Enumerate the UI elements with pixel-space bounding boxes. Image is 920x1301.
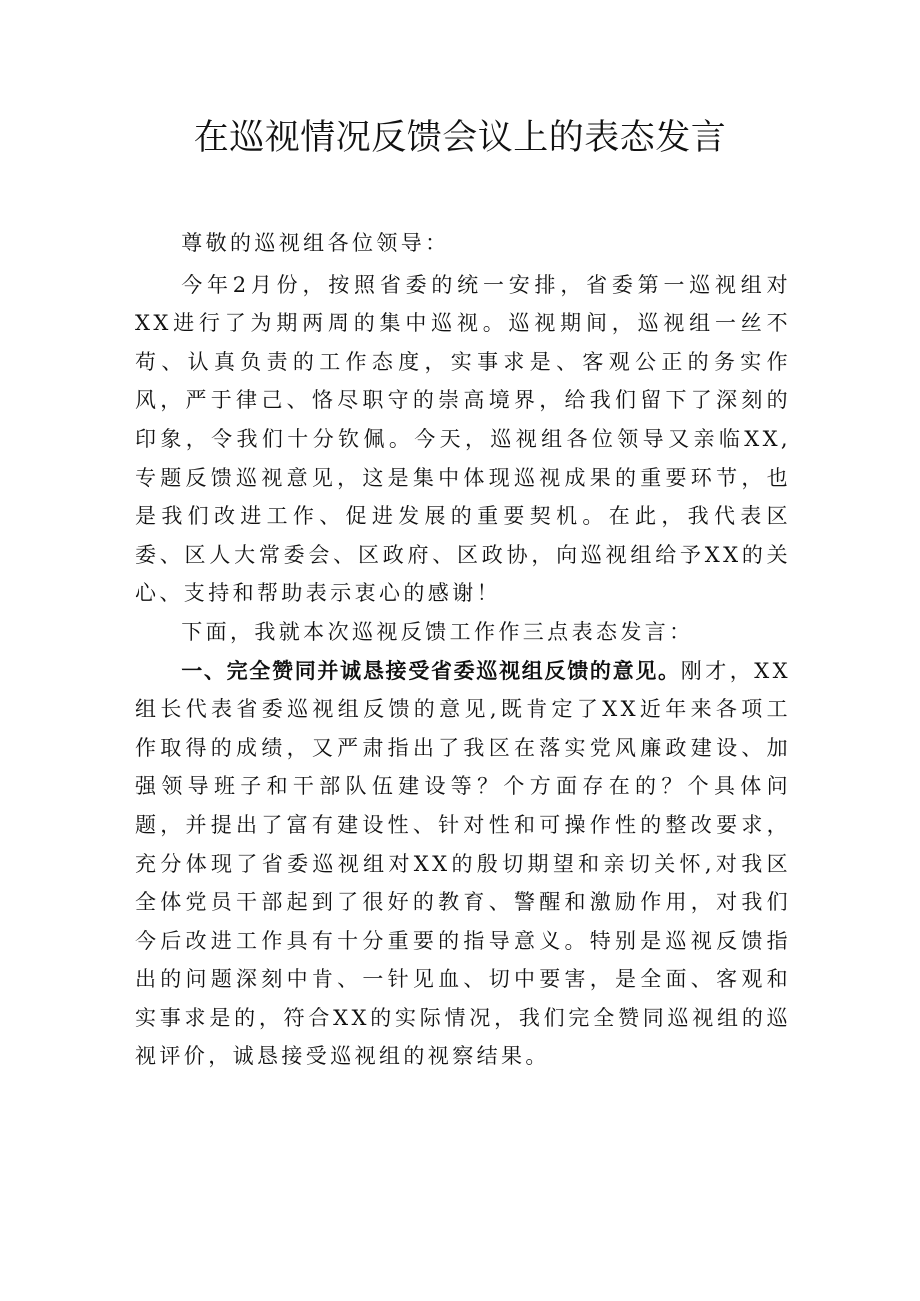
salutation: 尊敬的巡视组各位领导： [181, 231, 450, 255]
document-body [135, 224, 791, 1076]
section-1-paragraph [135, 652, 791, 1077]
document-title: 在巡视情况反馈会议上的表态发言 [193, 118, 727, 158]
section-1-heading: 一、完全赞同并诚恳接受省委巡视组反馈的意见。 [181, 658, 681, 683]
section-1-text: 刚才，XX组长代表省委巡视组反馈的意见,既肯定了XX近年来各项工作取得的成绩，又严肃指出了我区在落实党风廉政建设、加强领导班子和干部队伍建设等？个方面存在的？个具体问题，并提出了富有建设性、针对性和可操作性的整改要求，充分体现了省委巡视组对XX的殷切期望和亲切关怀,对我区全体党员干部起到了很好的教育、警醒和激励作用，对我们今后改进工作具有十分重要的指导意义。特别是巡视反馈指出的问题深刻中肯、一针见血、切中要害，是全面、客观和实事求是的，符合XX的实际情况，我们完全赞同巡视组的巡视评价，诚恳接受巡视组的视察结果。 [135, 658, 791, 1069]
paragraph-intro: 今年2月份，按照省委的统一安排，省委第一巡视组对XX进行了为期两周的集中巡视。巡视期间，巡视组一丝不苟、认真负责的工作态度，实事求是、客观公正的务实作风，严于律己、恪尽职守的崇高境界，给我们留下了深刻的印象，令我们十分钦佩。今天，巡视组各位领导又亲临XX,专题反馈巡视意见，这是集中体现巡视成果的重要环节，也是我们改进工作、促进发展的重要契机。在此，我代表区委、区人大常委会、区政府、区政协，向巡视组给予XX的关心、支持和帮助表示衷心的感谢！ [135, 272, 791, 606]
paragraph-outline: 下面，我就本次巡视反馈工作作三点表态发言： [181, 619, 694, 644]
